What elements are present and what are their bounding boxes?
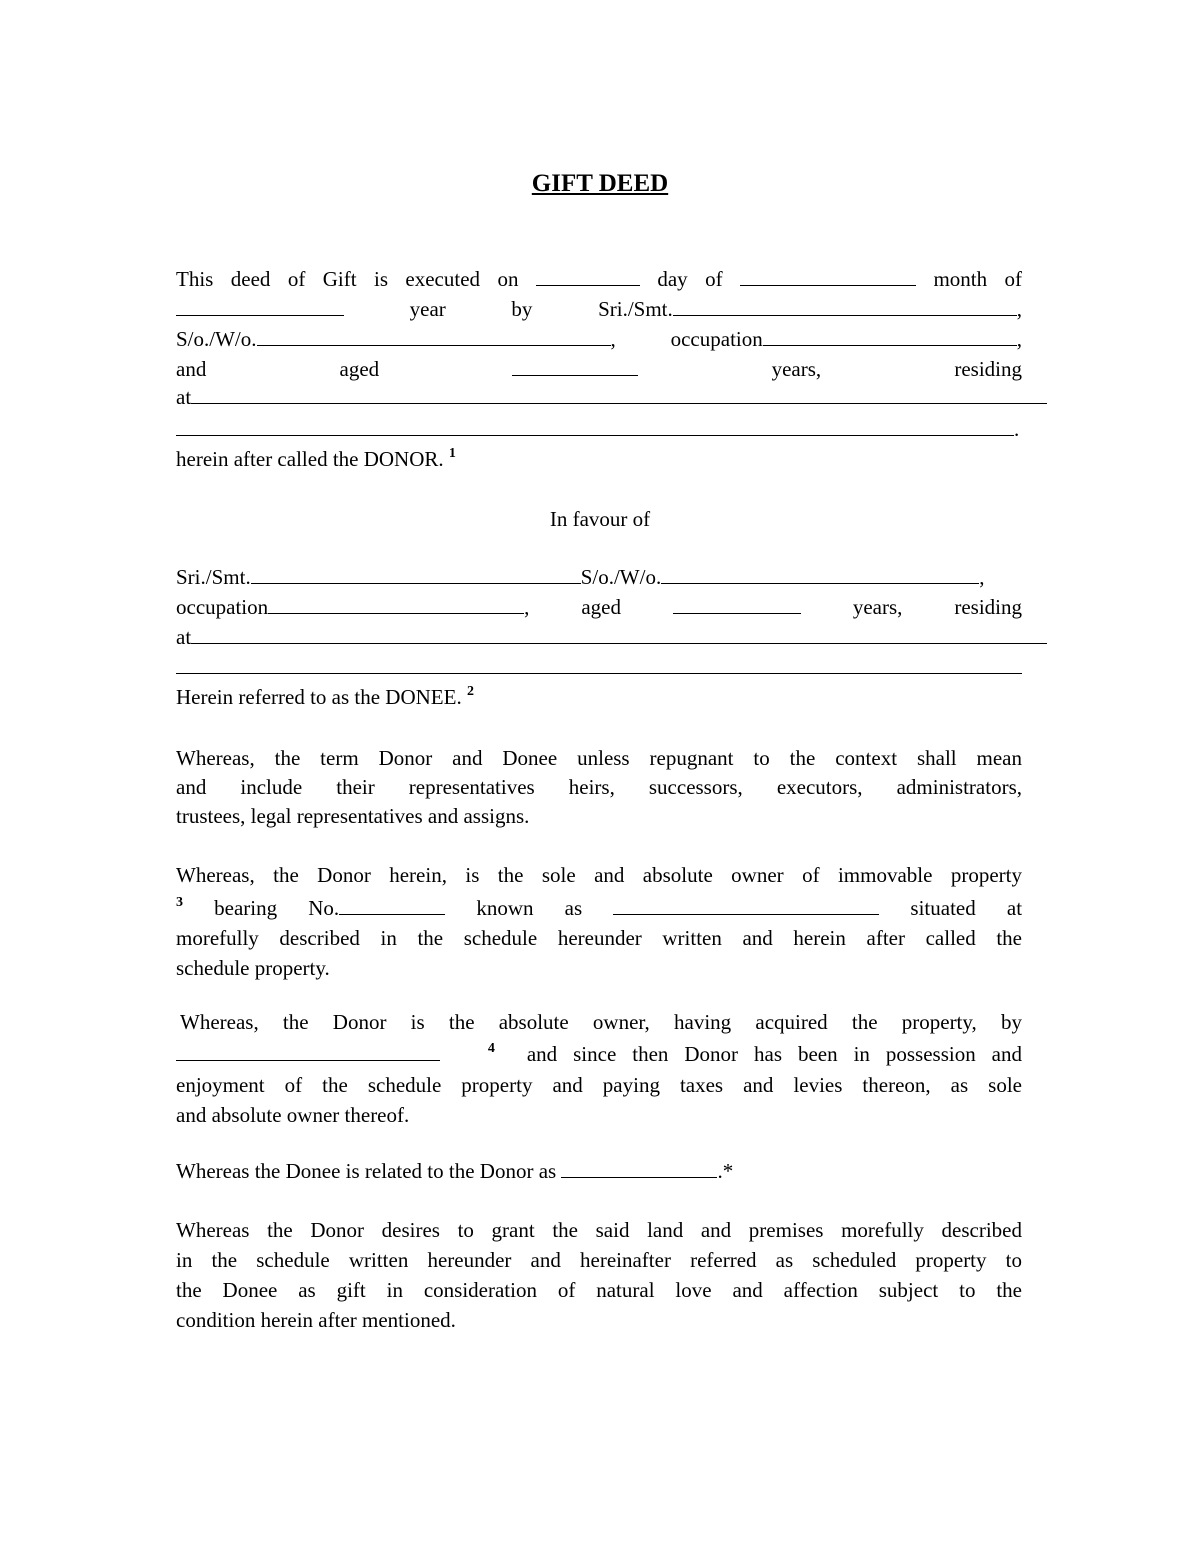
in-favour-of: In favour of	[549, 507, 651, 531]
donee-definition: Herein referred to as the DONEE. $^2$	[176, 684, 474, 709]
para2-line-1: Whereas, the Donor herein, is the sole and absolute owner of immovable property	[176, 863, 1022, 887]
footnote-ref-1[interactable]: 1	[448, 446, 456, 461]
footnote-ref-3[interactable]: 3	[176, 895, 183, 910]
donee-line-1: Sri./Smt. S/o./W/o. ,	[176, 565, 985, 589]
donee-address-blank-2[interactable]	[176, 654, 1022, 674]
para2-line-3: morefully described in the schedule hereunder written and herein after called the	[176, 926, 1022, 950]
day-blank[interactable]	[536, 266, 640, 286]
para3-line-2: $^4$ and since then Donor has been in possession and	[176, 1039, 1022, 1073]
donor-age-blank[interactable]	[512, 356, 638, 376]
para5-line-4: condition herein after mentioned.	[176, 1308, 456, 1332]
year-blank[interactable]	[176, 296, 344, 316]
footnote-ref-4[interactable]: 4	[487, 1041, 495, 1056]
donee-line-4	[176, 652, 1022, 682]
donor-relation-blank[interactable]	[257, 326, 611, 346]
donee-occupation-blank[interactable]	[268, 594, 524, 614]
para1-line-1: Whereas, the term Donor and Donee unless repugnant to the context shall mean	[176, 746, 1022, 770]
para5-line-2: in the schedule written hereunder and hereinafter referred as scheduled property to	[176, 1248, 1022, 1272]
donee-relation-blank[interactable]	[661, 564, 979, 584]
intro-line-6: .	[176, 414, 1022, 444]
para1-line-3: trustees, legal representatives and assigns.	[176, 804, 530, 828]
para4-line: Whereas the Donee is related to the Donor as .*	[176, 1159, 734, 1183]
donor-name-blank[interactable]	[673, 296, 1017, 316]
donee-name-blank[interactable]	[251, 564, 581, 584]
donor-occupation-blank[interactable]	[763, 326, 1017, 346]
para3-line-4: and absolute owner thereof.	[176, 1103, 410, 1127]
para2-line-2: $^3$ bearing No. known as situated at	[176, 895, 1023, 920]
footnote-ref-2[interactable]: 2	[466, 684, 474, 699]
para2-line-4: schedule property.	[176, 956, 330, 980]
donor-address-blank[interactable]	[191, 384, 1047, 404]
property-name-blank[interactable]	[613, 895, 879, 915]
intro-line-5: at	[176, 382, 1054, 412]
property-number-blank[interactable]	[339, 895, 445, 915]
acquisition-blank[interactable]	[176, 1041, 440, 1061]
para3-line-3: enjoyment of the schedule property and paying taxes and levies thereon, as sole	[176, 1073, 1022, 1097]
relation-blank[interactable]	[561, 1158, 717, 1178]
document-title: GIFT DEED	[531, 170, 669, 197]
intro-line-1: This deed of Gift is executed on day of month of	[176, 267, 1023, 291]
donee-address-blank[interactable]	[191, 624, 1047, 644]
para5-line-1: Whereas the Donor desires to grant the said land and premises morefully described	[176, 1218, 1022, 1242]
intro-line-2: year by Sri./Smt. ,	[176, 294, 1022, 324]
donor-definition: herein after called the DONOR. $^1$	[176, 446, 456, 471]
intro-line-3: S/o./W/o. , occupation ,	[176, 327, 1022, 351]
para1-line-2: and include their representatives heirs, successors, executors, administrators,	[176, 775, 1022, 799]
donee-line-2: occupation , aged years, residing	[176, 595, 1023, 619]
intro-line-4: and aged years, residing	[176, 357, 1023, 381]
para5-line-3: the Donee as gift in consideration of natural love and affection subject to the	[176, 1278, 1022, 1302]
para3-line-1: Whereas, the Donor is the absolute owner, having acquired the property, by	[180, 1010, 1022, 1034]
donor-address-blank-2[interactable]	[176, 416, 1014, 436]
donee-line-3: at	[176, 622, 1054, 652]
donee-age-blank[interactable]	[673, 594, 801, 614]
month-blank[interactable]	[740, 266, 916, 286]
